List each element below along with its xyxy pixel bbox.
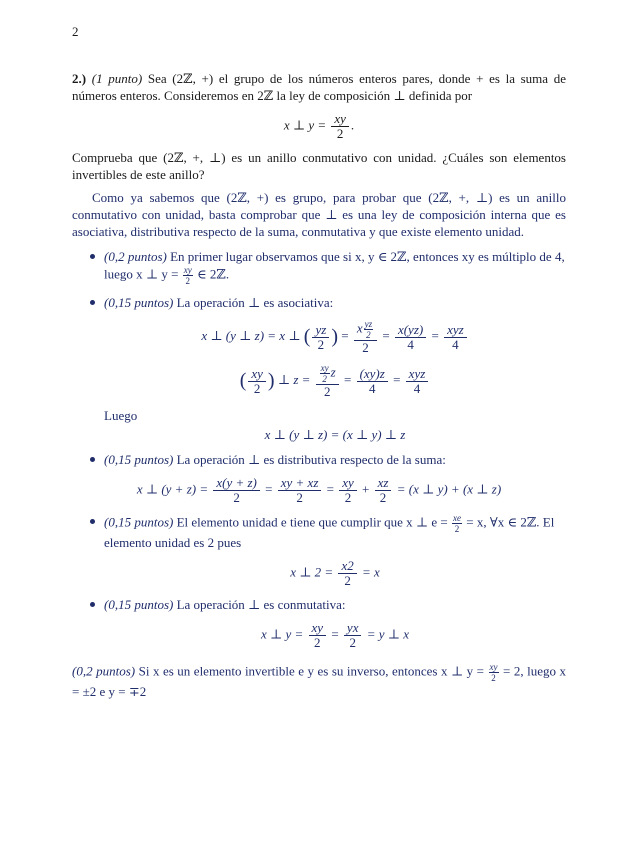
problem-text: Sea (2ℤ, +) el grupo de los números enteros pares, donde + es la suma de números enteros. Consideremos en 2ℤ la ley de composición ⊥ definida por bbox=[72, 71, 566, 103]
final-paragraph: (0,2 puntos) Si x es un elemento invertible e y es su inverso, entonces x ⊥ y = $\frac{xy}{2}$ = 2, luego x = ±2 e y = ∓2 bbox=[72, 662, 567, 699]
definition-equation: x ⊥ y = $\frac{xy}{2}$ . bbox=[283, 111, 355, 141]
associativity-conclusion: x ⊥ (y ⊥ z) = (x ⊥ y) ⊥ z bbox=[264, 427, 406, 442]
solution-intro: Como ya sabemos que (2ℤ, +) es grupo, para probar que (2ℤ, +, ⊥) es un anillo conmutativo con unidad, basta comprobar que ⊥ es una ley de composición interna que es asociativa, distributiva respecto de la suma, conmutativa y que existe elemento unidad. bbox=[72, 190, 566, 239]
solution-list bbox=[72, 248, 566, 650]
page-content bbox=[72, 70, 566, 706]
distributivity-equation: x ⊥ (y + z) = $\frac{x(y + z)}{2}$ = $\frac{xy + xz}{2}$ = $\frac{xy}{2}$ + $\frac{xz}{2}$ = (x ⊥ y) + (x ⊥ z) bbox=[136, 475, 502, 505]
bullet-icon bbox=[90, 457, 95, 462]
problem-number: 2.) bbox=[72, 71, 87, 86]
unity-equation: x ⊥ 2 = $\frac{x2}{2}$ = x bbox=[290, 558, 380, 588]
associativity-equation-2: ( $\frac{xy}{2}$ ) ⊥ z = $\frac{xy}{2}$ z 2 = $\frac{(xy)z}{4}$ = $\frac{\text{xyz}}{4}$ bbox=[104, 363, 566, 399]
problem-question: Comprueba que (2ℤ, +, ⊥) es un anillo conmutativo con unidad. ¿Cuáles son elementos invertibles de este anillo? bbox=[72, 150, 566, 182]
bullet-icon bbox=[90, 602, 95, 607]
fraction: $\frac{xy}{2}$ bbox=[489, 662, 498, 683]
problem-points: (1 punto) bbox=[91, 71, 143, 86]
problem-statement bbox=[72, 70, 566, 104]
fraction: $\frac{xy}{2}$ bbox=[331, 112, 349, 141]
commutativity-equation: x ⊥ y = $\frac{xy}{2}$ = $\frac{yx}{2}$ = y ⊥ x bbox=[260, 620, 410, 650]
luego-label: Luego bbox=[104, 408, 138, 423]
list-item: (0,15 puntos) La operación ⊥ es distributiva respecto de la suma: x ⊥ (y + z) = $\frac{x(y + z)}{2}$ = $\frac{xy + xz}{2}$ = $\frac{xy}{2}$ + $\frac{xz}{2}$ = (x ⊥ y) + (x ⊥ z) bbox=[72, 451, 566, 505]
fraction: $\frac{xy}{2}$ bbox=[183, 265, 192, 286]
fraction: $\frac{xe}{2}$ bbox=[453, 513, 462, 534]
list-item: (0,2 puntos) En primer lugar observamos que si x, y ∈ 2ℤ, entonces xy es múltiplo de 4, luego x ⊥ y = $\frac{xy}{2}$ ∈ 2ℤ. bbox=[72, 248, 566, 286]
bullet-icon bbox=[90, 519, 95, 524]
bullet-icon bbox=[90, 254, 95, 259]
list-item: (0,15 puntos) La operación ⊥ es conmutativa: x ⊥ y = $\frac{xy}{2}$ = $\frac{yx}{2}$ = y ⊥ x bbox=[72, 596, 566, 650]
list-item: (0,15 puntos) La operación ⊥ es asociativa: x ⊥ (y ⊥ z) = x ⊥ ( $\frac{yz}{2}$ ) = x $\frac{yz}{2}$ 2 = $\frac{x(yz)}{4}$ = $\frac{\text{xyz}}{4}$ ( $\frac{xy}{2}$ ) ⊥ z = $\frac{xy}{2}$ z 2 = $\frac{(xy)z}{4}$ = $\frac{\text{xyz}}{4}$ Luego x ⊥ (y ⊥ z) = (x ⊥ y) ⊥ z bbox=[72, 294, 566, 443]
page-number: 2 bbox=[72, 24, 79, 39]
list-item: (0,15 puntos) El elemento unidad e tiene que cumplir que x ⊥ e = $\frac{xe}{2}$ = x, ∀x ∈ 2ℤ. El elemento unidad es 2 pues x ⊥ 2 = $\frac{x2}{2}$ = x bbox=[72, 513, 566, 588]
associativity-equation-1: x ⊥ (y ⊥ z) = x ⊥ ( $\frac{yz}{2}$ ) = x $\frac{yz}{2}$ 2 = $\frac{x(yz)}{4}$ = $\frac{\text{xyz}}{4}$ bbox=[104, 319, 566, 355]
solution bbox=[72, 189, 566, 700]
bullet-icon bbox=[90, 300, 95, 305]
